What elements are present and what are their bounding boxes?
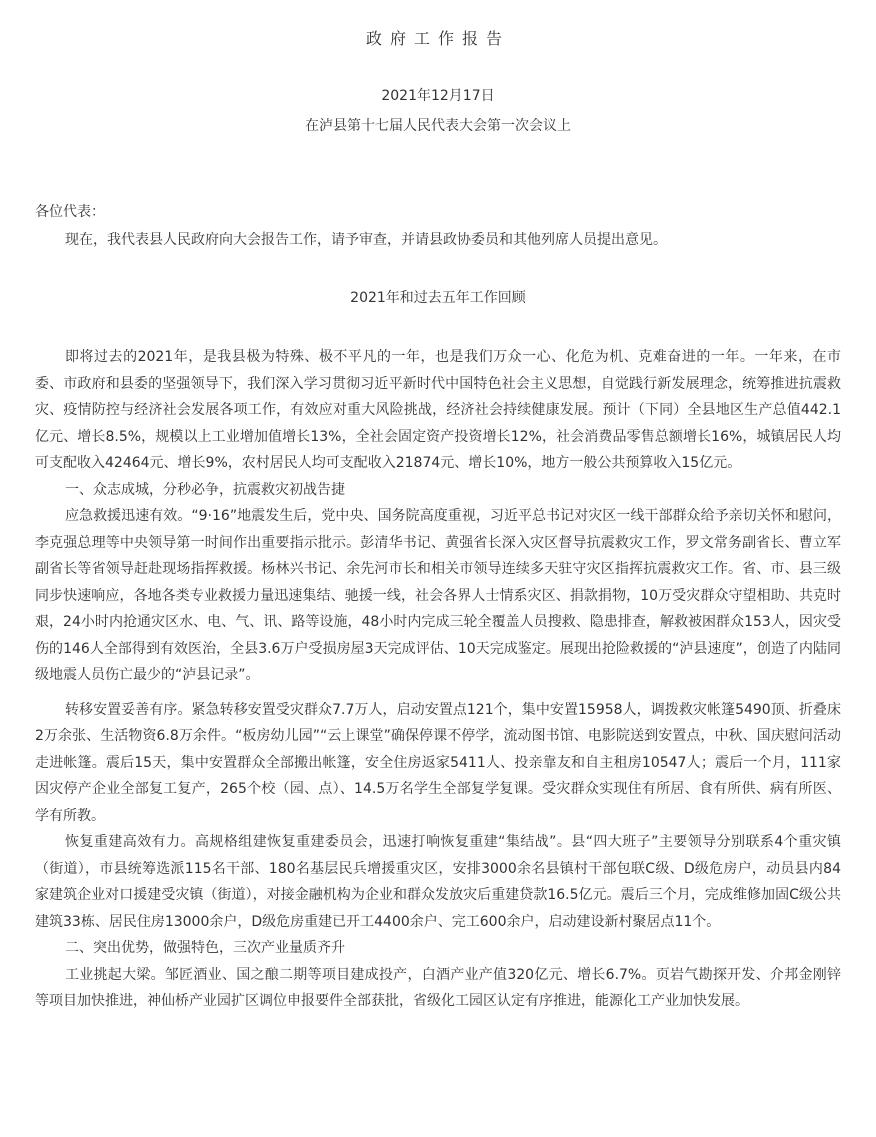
subheading-industry: 二、突出优势，做强特色，三次产业量质齐升 (65, 940, 345, 956)
paragraph-gap (35, 689, 841, 697)
salutation: 各位代表： (35, 204, 105, 220)
section-body (35, 344, 841, 1015)
paragraph-reconstruction: 恢复重建高效有力。高规格组建恢复重建委员会，迅速打响恢复重建“集结战”。县“四大班子”主要领导分别联系4个重灾镇（街道），市县统筹选派115名干部、180名基层民兵增援重灾区，安排3000余名县镇村干部包联C级、D级危房户，动员县内84家建筑企业对口援建受灾镇（街道），对接金融机构为企业和群众发放灾后重建贷款16.5亿元。震后三个月，完成维修加固C级公共建筑33栋、居民住房13000余户，D级危房重建已开工4400余户、完工600余户，启动建设新村聚居点11个。 (35, 834, 841, 930)
report-date: 2021年12月17日 (381, 88, 495, 104)
intro-paragraph: 现在，我代表县人民政府向大会报告工作，请予审查，并请县政协委员和其他列席人员提出意见。 (65, 232, 667, 248)
meeting-line: 在泸县第十七届人民代表大会第一次会议上 (305, 118, 571, 134)
paragraph-emergency-rescue: 应急救援迅速有效。“9·16”地震发生后，党中央、国务院高度重视，习近平总书记对灾区一线干部群众给予亲切关怀和慰问，李克强总理等中央领导第一时间作出重要指示批示。彭清华书记、黄强省长深入灾区督导抗震救灾工作，罗文常务副省长、曹立军副省长等省领导赶赴现场指挥救援。杨林兴书记、余先河市长和相关市领导连续多天驻守灾区指挥抗震救灾工作。省、市、县三级同步快速响应，各地各类专业救援力量迅速集结、驰援一线，社会各界人士情系灾区、捐款捐物，10万受灾群众守望相助、共克时艰，24小时内抢通灾区水、电、气、讯、路等设施，48小时内完成三轮全覆盖人员搜救、隐患排查，解救被困群众153人，因灾受伤的146人全部得到有效医治，全县3.6万户受损房屋3天完成评估、10天完成鉴定。展现出抢险救援的“泸县速度”，创造了内陆同级地震人员伤亡最少的“泸县记录”。 (35, 508, 841, 683)
section-heading: 2021年和过去五年工作回顾 (350, 290, 526, 306)
subheading-earthquake-relief: 一、众志成城，分秒必争，抗震救灾初战告捷 (65, 481, 345, 498)
paragraph-resettlement: 转移安置妥善有序。紧急转移安置受灾群众7.7万人，启动安置点121个，集中安置15958人，调拨救灾帐篷5490顶、折叠床2万余张、生活物资6.8万余件。“板房幼儿园”“云上课堂”确保停课不停学，流动图书馆、电影院送到安置点，中秋、国庆慰问活动走进帐篷。震后15天，集中安置群众全部搬出帐篷，安全住房返家5411人、投亲靠友和自主租房10547人；震后一个月，111家因灾停产企业全部复工复产，265个校（园、点）、14.5万名学生全部复学复课。受灾群众实现住有所居、食有所供、病有所医、学有所教。 (35, 701, 841, 824)
document-title: 政府工作报告 (365, 29, 510, 48)
paragraph-overview: 即将过去的2021年，是我县极为特殊、极不平凡的一年，也是我们万众一心、化危为机、克难奋进的一年。一年来，在市委、市政府和县委的坚强领导下，我们深入学习贯彻习近平新时代中国特色社会主义思想，自觉践行新发展理念，统筹推进抗震救灾、疫情防控与经济社会发展各项工作，有效应对重大风险挑战，经济社会持续健康发展。预计（下同）全县地区生产总值442.1亿元、增长8.5%，规模以上工业增加值增长13%，全社会固定资产投资增长12%，社会消费品零售总额增长16%，城镇居民人均可支配收入42464元、增长9%，农村居民人均可支配收入21874元、增长10%，地方一般公共预算收入15亿元。 (35, 349, 841, 471)
paragraph-industry: 工业挑起大梁。邹匠酒业、国之酿二期等项目建成投产，白酒产业产值320亿元、增长6.7%。页岩气勘探开发、介邦金刚锌等项目加快推进，神仙桥产业园扩区调位申报要件全部获批，省级化工园区认定有序推进，能源化工产业加快发展。 (35, 966, 841, 1009)
